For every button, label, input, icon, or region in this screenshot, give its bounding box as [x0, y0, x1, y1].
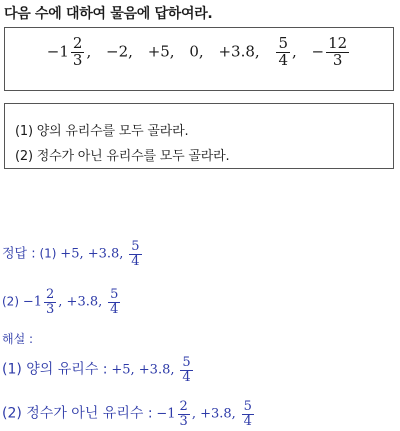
number-three-point-eight: +3.8,: [218, 42, 260, 61]
explanation-line-2: (2) 정수가 아닌 유리수 : −1 $\frac{2}{3}$ , +3.8, $\frac{5}{4}$: [2, 399, 252, 429]
number-five-fourths: [276, 36, 290, 69]
answer-part-2-values: +3.8,: [66, 294, 103, 310]
problem-title: 다음 수에 대하여 물음에 답하여라.: [4, 6, 213, 22]
fraction: [129, 240, 141, 268]
numerator: 5: [182, 355, 191, 370]
explanation-part-2-values: +3.8,: [200, 406, 236, 422]
number-mixed-fraction: −1 $\frac{2}{3}$ ,: [46, 34, 92, 69]
explanation-line-1: [2, 356, 195, 384]
fraction: [71, 36, 85, 69]
number-whole: −1: [46, 42, 69, 61]
answer-label: 정답 :: [2, 246, 36, 262]
explanation-whole: −1: [156, 406, 176, 422]
explanation-part-1-label: (1) 양의 유리수 :: [2, 361, 108, 378]
denominator: 3: [326, 52, 349, 69]
explanation-part-2-label: (2) 정수가 아닌 유리수 :: [2, 405, 153, 422]
numbers-box: [4, 27, 394, 91]
fraction: [108, 288, 120, 316]
denominator: 4: [182, 369, 191, 385]
denominator: 3: [46, 301, 55, 317]
answer-part-2-label: (2): [2, 294, 19, 309]
question-1: (1) 양의 유리수를 모두 골라라.: [15, 124, 189, 139]
number-zero: 0,: [189, 42, 204, 61]
answer-part-1-label: (1): [39, 246, 57, 261]
numerator: 5: [131, 239, 140, 254]
denominator: 3: [179, 413, 188, 429]
number-twelve-thirds: [326, 36, 349, 69]
fraction: [180, 356, 192, 384]
numerator: 2: [46, 287, 55, 302]
denominator: 4: [131, 253, 140, 269]
number-neg-two: −2,: [106, 42, 133, 61]
numerator: 5: [278, 34, 288, 52]
numerator: 5: [243, 399, 252, 414]
answer-whole: −1: [22, 294, 42, 310]
fraction: [44, 288, 56, 316]
numerator: 2: [72, 34, 83, 52]
numerator: 2: [179, 399, 188, 414]
numerator: 12: [328, 34, 348, 52]
questions-box: [4, 103, 394, 169]
question-2: (2) 정수가 아닌 유리수를 모두 골라라.: [15, 149, 230, 164]
answer-line-1: [2, 240, 144, 268]
numbers-row: −1 $\frac{2}{3}$ , −2, +5, 0, +3.8, $\frac{5}{4}$ , − $\frac{12}{3}$: [46, 34, 348, 69]
number-plus-five: +5,: [147, 42, 175, 61]
answer-part-1-values: +5, +3.8,: [60, 246, 124, 262]
answer-line-2: (2) −1 $\frac{2}{3}$ , +3.8, $\frac{5}{4}$: [2, 287, 119, 317]
explanation-label: 해설 :: [2, 332, 34, 346]
denominator: 4: [278, 50, 288, 69]
number-sign: −: [311, 42, 325, 61]
denominator: 4: [243, 413, 252, 429]
fraction: [178, 400, 190, 428]
denominator: 4: [110, 301, 119, 317]
explanation-part-1-values: +5, +3.8,: [111, 362, 175, 378]
fraction: [242, 400, 254, 428]
denominator: 3: [72, 50, 83, 69]
numerator: 5: [110, 287, 119, 302]
